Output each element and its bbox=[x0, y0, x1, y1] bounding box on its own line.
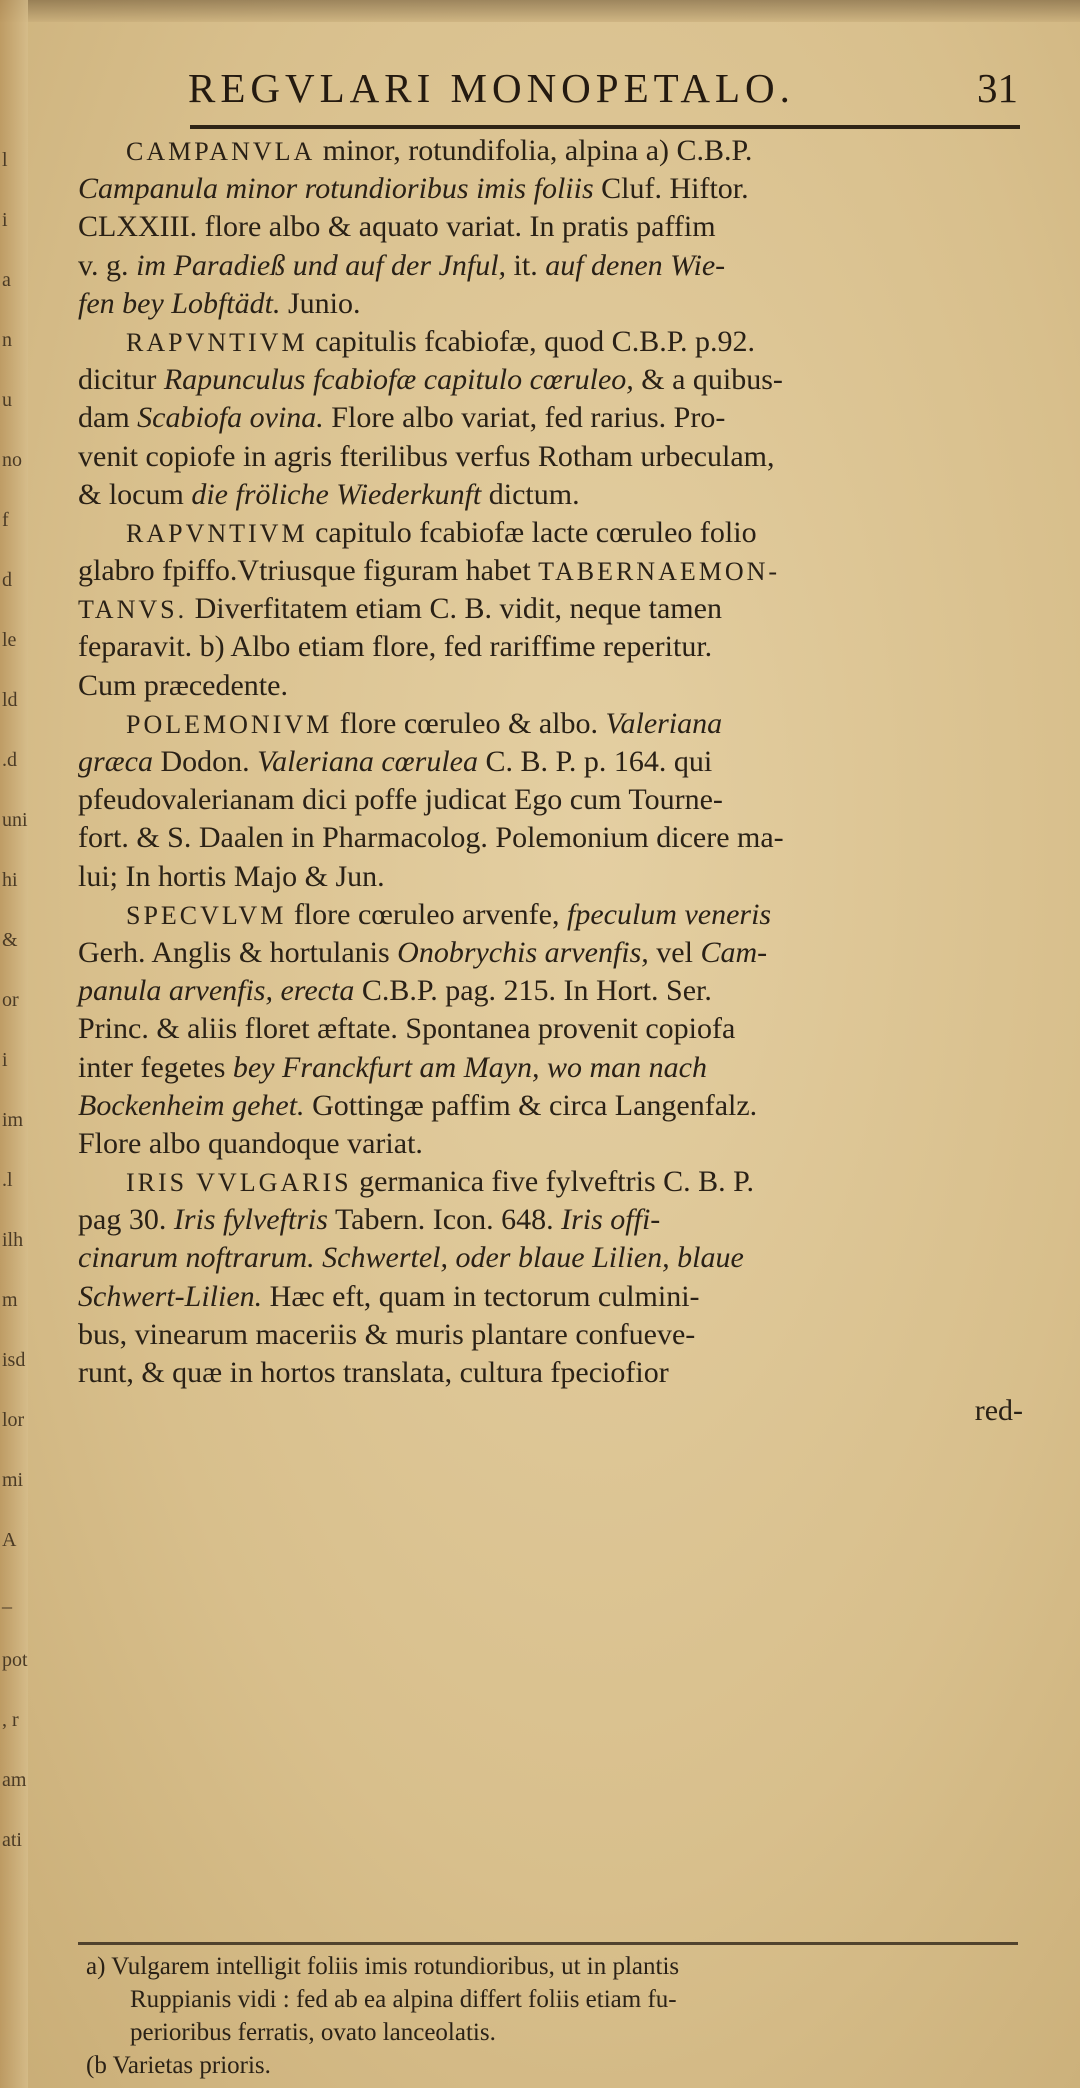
facing-page-margin-text bbox=[2, 150, 28, 1950]
footnote-line: a) Vulgarem intelligit foliis imis rotundioribus, ut in plantis bbox=[86, 1953, 680, 1980]
line-segment: v. g. bbox=[78, 248, 137, 282]
text-line bbox=[78, 590, 1023, 628]
margin-fragment: m bbox=[2, 1289, 18, 1311]
line-segment: C.B.P. pag. 215. In Hort. Ser. bbox=[354, 974, 712, 1008]
line-segment: Tabern. Icon. 648. bbox=[327, 1203, 562, 1237]
text-line bbox=[78, 399, 1023, 437]
text-line bbox=[78, 628, 1023, 666]
line-segment: Bockenheim gehet. bbox=[78, 1088, 305, 1122]
line-segment: Schwert-Lilien. bbox=[78, 1279, 263, 1313]
line-segment: Onobrychis arvenfis, bbox=[397, 935, 649, 969]
text-line bbox=[78, 1163, 1023, 1201]
entry-term: IRIS VVLGARIS bbox=[126, 1168, 352, 1198]
margin-fragment: lor bbox=[2, 1409, 25, 1431]
margin-fragment: or bbox=[2, 989, 19, 1011]
footnote-line: perioribus ferratis, ovato lanceolatis. bbox=[130, 2019, 496, 2046]
margin-fragment: .d bbox=[2, 749, 17, 771]
line-segment: Diverfitatem etiam C. B. vidit, neque tamen bbox=[187, 592, 722, 626]
text-line bbox=[78, 1354, 1023, 1392]
text-line bbox=[78, 1125, 1023, 1163]
line-segment: pfeudovalerianam dici poffe judicat Ego cum Tourne- bbox=[78, 783, 723, 817]
entry-term: RAPVNTIVM bbox=[126, 518, 308, 548]
line-segment: capitulis fcabiofæ, quod C.B.P. p.92. bbox=[307, 324, 756, 358]
main-text bbox=[78, 132, 1023, 1430]
entry-term: RAPVNTIVM bbox=[126, 327, 308, 357]
text-line bbox=[78, 896, 1023, 934]
line-segment: Princ. & aliis floret æftate. Spontanea provenit copiofa bbox=[78, 1012, 736, 1046]
margin-fragment: a bbox=[2, 269, 11, 291]
footnote-line: (b Varietas prioris. bbox=[86, 2052, 271, 2079]
text-line bbox=[78, 705, 1023, 743]
line-segment: fort. & S. Daalen in Pharmacolog. Polemonium dicere ma- bbox=[78, 821, 784, 855]
footnote-rule bbox=[78, 1942, 1018, 1945]
line-segment: græca bbox=[78, 745, 153, 778]
text-line bbox=[78, 781, 1023, 819]
margin-fragment: isd bbox=[2, 1349, 26, 1371]
text-line bbox=[78, 667, 1023, 705]
line-segment: minor, rotundifolia, alpina a) C.B.P. bbox=[315, 134, 753, 167]
text-line bbox=[78, 1278, 1023, 1316]
line-segment: pag 30. bbox=[78, 1203, 174, 1237]
margin-fragment: uni bbox=[2, 809, 28, 831]
margin-fragment: i bbox=[2, 209, 8, 231]
line-segment: die fröliche Wiederkunft bbox=[191, 477, 482, 511]
text-line bbox=[78, 208, 1023, 246]
text-line bbox=[78, 1316, 1023, 1354]
line-segment: Scabiofa ovina. bbox=[137, 401, 324, 435]
margin-fragment: .l bbox=[2, 1169, 13, 1191]
line-segment: Flore albo variat, fed rarius. Pro- bbox=[323, 401, 726, 435]
line-segment: Cum præcedente. bbox=[78, 668, 288, 702]
text-line bbox=[78, 972, 1023, 1010]
margin-fragment: pot bbox=[2, 1649, 28, 1671]
line-segment: Gottingæ paffim & circa Langenfalz. bbox=[304, 1088, 758, 1122]
line-segment: vel bbox=[648, 935, 701, 969]
text-line bbox=[78, 132, 1023, 170]
text-line bbox=[78, 476, 1023, 514]
text-line bbox=[78, 1049, 1023, 1087]
line-segment: runt, & quæ in hortos translata, cultura fpeciofior bbox=[78, 1356, 669, 1389]
text-line bbox=[78, 743, 1023, 781]
text-line bbox=[78, 170, 1023, 208]
line-segment: panula arvenfis, erecta bbox=[78, 974, 355, 1008]
text-line bbox=[78, 1087, 1023, 1125]
line-segment: Gerh. Anglis & hortulanis bbox=[78, 935, 398, 969]
footnote-line: Ruppianis vidi : fed ab ea alpina differt foliis etiam fu- bbox=[130, 1986, 677, 2013]
page-number: 31 bbox=[977, 65, 1018, 111]
margin-fragment: ilh bbox=[2, 1229, 24, 1251]
line-segment: Rapunculus fcabiofæ capitulo cœruleo, bbox=[163, 363, 634, 397]
text-line bbox=[78, 1010, 1023, 1048]
text-line bbox=[78, 1239, 1023, 1277]
line-segment: Junio. bbox=[280, 286, 361, 320]
text-line bbox=[78, 1201, 1023, 1239]
margin-fragment: mi bbox=[2, 1469, 24, 1491]
margin-fragment: & bbox=[2, 929, 18, 951]
margin-fragment: no bbox=[2, 449, 22, 471]
line-segment: Iris fylveftris bbox=[173, 1203, 328, 1237]
text-line bbox=[78, 934, 1023, 972]
line-segment: CLXXIII. flore albo & aquato variat. In pratis paffim bbox=[78, 210, 716, 244]
line-segment: auf denen Wie- bbox=[545, 248, 726, 282]
margin-fragment: f bbox=[2, 509, 9, 531]
margin-fragment: n bbox=[2, 329, 12, 351]
margin-fragment: _ bbox=[2, 1589, 12, 1611]
line-segment: bus, vinearum maceriis & muris plantare confueve- bbox=[78, 1317, 696, 1351]
text-line bbox=[78, 819, 1023, 857]
running-header bbox=[188, 64, 1018, 114]
line-segment: bey Franckfurt am Mayn, wo man nach bbox=[232, 1050, 707, 1084]
footnotes bbox=[86, 1950, 1016, 2082]
entry-term: POLEMONIVM bbox=[126, 709, 333, 739]
line-segment: TABERNAEMON- bbox=[538, 557, 781, 587]
margin-fragment: im bbox=[2, 1109, 24, 1131]
text-line bbox=[78, 247, 1023, 285]
line-segment: Valeriana bbox=[605, 706, 723, 740]
line-segment: venit copiofe in agris fterilibus verfus Rotham urbeculam, bbox=[78, 439, 775, 473]
line-segment: dam bbox=[78, 401, 138, 435]
line-segment: glabro fpiffo.Vtriusque figuram habet bbox=[78, 554, 539, 588]
margin-fragment: , r bbox=[2, 1709, 19, 1731]
line-segment: red- bbox=[974, 1394, 1023, 1428]
line-segment: Cam- bbox=[700, 935, 768, 969]
margin-fragment: l bbox=[2, 149, 8, 171]
margin-fragment: i bbox=[2, 1049, 8, 1071]
line-segment: Dodon. bbox=[153, 745, 258, 778]
line-segment: cinarum noftrarum. Schwertel, oder blaue Lilien, blaue bbox=[78, 1241, 744, 1275]
line-segment: fen bey Lobftädt. bbox=[78, 286, 281, 320]
text-line bbox=[78, 361, 1023, 399]
margin-fragment: le bbox=[2, 629, 17, 651]
line-segment: inter fegetes bbox=[78, 1050, 233, 1084]
margin-fragment: am bbox=[2, 1769, 27, 1791]
line-segment: Hæc eft, quam in tectorum culmini- bbox=[262, 1279, 700, 1313]
line-segment: Cluf. Hiftor. bbox=[593, 172, 749, 206]
line-segment: & locum bbox=[78, 477, 192, 511]
line-segment: TANVS. bbox=[78, 595, 188, 625]
line-segment: feparavit. b) Albo etiam flore, fed rariffime reperitur. bbox=[78, 630, 713, 664]
catchword bbox=[78, 1392, 1023, 1430]
line-segment: Campanula minor rotundioribus imis foliis bbox=[78, 172, 594, 206]
line-segment: fpeculum veneris bbox=[567, 897, 772, 931]
margin-fragment: d bbox=[2, 569, 12, 591]
text-line bbox=[78, 323, 1023, 361]
margin-fragment: ati bbox=[2, 1829, 22, 1851]
line-segment: dictum. bbox=[481, 477, 580, 511]
page-top-shadow bbox=[0, 0, 1080, 22]
line-segment: Flore albo quandoque variat. bbox=[78, 1126, 423, 1160]
line-segment: flore cœruleo & albo. bbox=[332, 706, 606, 740]
margin-fragment: A bbox=[2, 1529, 17, 1551]
line-segment: Valeriana cœrulea bbox=[257, 745, 478, 778]
header-rule bbox=[190, 125, 1020, 129]
text-line bbox=[78, 514, 1023, 552]
line-segment: capitulo fcabiofæ lacte cœruleo folio bbox=[307, 515, 757, 549]
line-segment: it. bbox=[506, 248, 546, 282]
text-line bbox=[78, 858, 1023, 896]
text-line bbox=[78, 552, 1023, 590]
line-segment: germanica five fylveftris C. B. P. bbox=[351, 1165, 755, 1199]
margin-fragment: ld bbox=[2, 689, 18, 711]
entry-term: SPECVLVM bbox=[126, 900, 287, 930]
line-segment: im Paradieß und auf der Jnful, bbox=[136, 248, 507, 282]
line-segment: C. B. P. p. 164. qui bbox=[477, 745, 713, 778]
text-line bbox=[78, 285, 1023, 323]
margin-fragment: hi bbox=[2, 869, 18, 891]
line-segment: Iris offi- bbox=[561, 1203, 661, 1237]
text-line bbox=[78, 438, 1023, 476]
line-segment: & a quibus- bbox=[633, 363, 783, 397]
running-title: REGVLARI MONOPETALO. bbox=[188, 65, 795, 111]
entry-term: CAMPANVLA bbox=[126, 137, 316, 166]
margin-fragment: u bbox=[2, 389, 12, 411]
line-segment: flore cœruleo arvenfe, bbox=[286, 897, 567, 931]
line-segment: dicitur bbox=[78, 363, 164, 397]
line-segment: lui; In hortis Majo & Jun. bbox=[78, 859, 385, 893]
